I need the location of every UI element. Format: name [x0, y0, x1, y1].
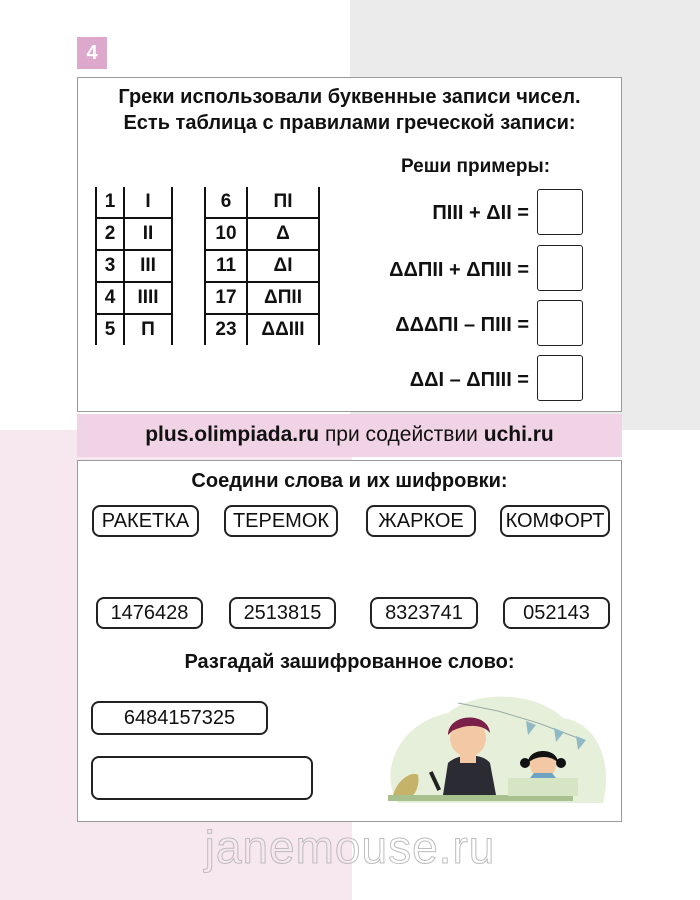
word-box-teremok[interactable]: ТЕРЕМОК	[224, 505, 338, 537]
riddle-code-box: 6484157325	[91, 701, 268, 735]
code-box-2[interactable]: 2513815	[229, 597, 336, 629]
example-3: ΔΔΔΠI – ΠIII =	[395, 314, 529, 336]
table-row: 23 ΔΔIII	[205, 314, 319, 345]
code-box-4[interactable]: 052143	[503, 597, 610, 629]
student-desk	[508, 778, 578, 796]
greek-numbers-panel	[77, 77, 622, 412]
greek-table-left	[95, 187, 173, 345]
table-row: 6 ΠI	[205, 187, 319, 218]
riddle-title: Разгадай зашифрованное слово:	[184, 651, 515, 673]
teacher-student-illustration	[378, 683, 608, 813]
greek-table-right	[204, 187, 320, 345]
watermark-text: janemouse.ru	[204, 821, 496, 873]
example-1: ΠIII + ΔII =	[432, 202, 529, 224]
table-row: 3 III	[96, 250, 172, 282]
table-row: 10 Δ	[205, 218, 319, 250]
task-number-badge: 4	[77, 37, 107, 69]
code-box-1[interactable]: 1476428	[96, 597, 203, 629]
word-box-raketka[interactable]: РАКЕТКА	[92, 505, 199, 537]
answer-box-1[interactable]	[537, 189, 583, 235]
intro-line-1: Греки использовали буквенные записи чисел.	[118, 86, 581, 108]
example-2: ΔΔΠII + ΔΠIII =	[389, 259, 529, 281]
word-box-komfort[interactable]: КОМФОРТ	[500, 505, 610, 537]
example-4: ΔΔI – ΔΠIII =	[409, 369, 529, 391]
examples-title: Реши примеры:	[400, 156, 551, 177]
table-row: 5 Π	[96, 314, 172, 345]
student-bun	[520, 758, 530, 768]
student-bun	[556, 758, 566, 768]
table-row: 17 ΔΠII	[205, 282, 319, 314]
answer-box-2[interactable]	[537, 245, 583, 291]
site-uchi: uchi.ru	[483, 423, 554, 446]
answer-box-3[interactable]	[537, 300, 583, 346]
intro-line-2: Есть таблица с правилами греческой записи:	[123, 112, 576, 134]
sponsor-band	[77, 414, 622, 457]
match-title: Соедини слова и их шифровки:	[191, 470, 508, 492]
answer-box-4[interactable]	[537, 355, 583, 401]
code-box-3[interactable]: 8323741	[370, 597, 478, 629]
sponsor-middle: при содействии	[324, 423, 478, 446]
sponsor-text	[77, 423, 622, 447]
riddle-answer-box[interactable]	[91, 756, 313, 800]
site-olimpiada: plus.olimpiada.ru	[145, 423, 320, 446]
table-row: 2 II	[96, 218, 172, 250]
cipher-panel	[77, 460, 622, 822]
table-row: 4 IIII	[96, 282, 172, 314]
word-box-zharkoe[interactable]: ЖАРКОЕ	[366, 505, 476, 537]
table-row: 1 I	[96, 187, 172, 218]
student-shirt	[530, 773, 556, 778]
table-row: 11 ΔI	[205, 250, 319, 282]
